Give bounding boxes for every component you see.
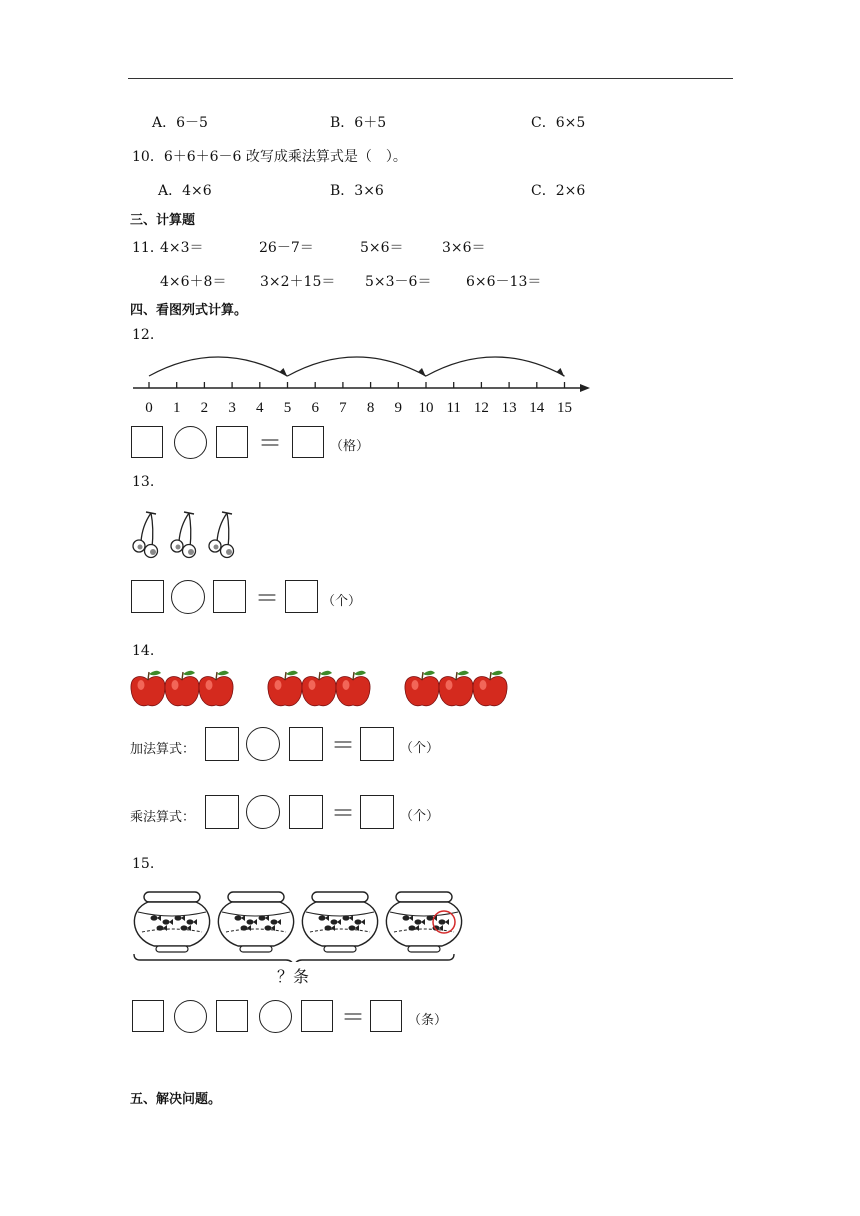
apples-illustration — [128, 666, 518, 712]
cherry-icon — [133, 512, 158, 558]
apple-icon — [473, 671, 507, 706]
q9-option-c: C．6×5 — [531, 115, 586, 131]
apple-icon — [439, 671, 473, 706]
operator-circle[interactable] — [174, 426, 207, 459]
tick-label: 4 — [256, 400, 264, 416]
apple-icon — [336, 671, 370, 706]
unit-label: （条） — [408, 1013, 448, 1028]
answer-box[interactable] — [301, 1000, 333, 1032]
section-3-title: 三、计算题 — [130, 213, 196, 228]
q9-option-b: B．6＋5 — [330, 115, 387, 131]
operator-circle[interactable] — [171, 580, 205, 614]
cherries-illustration — [130, 508, 250, 562]
apple-icon — [199, 671, 233, 706]
answer-box[interactable] — [292, 426, 324, 458]
tick-label: 13 — [501, 400, 517, 416]
equals-sign: ＝ — [258, 429, 282, 457]
tick-label: 6 — [311, 400, 319, 416]
fishbowl-icon — [386, 892, 461, 952]
equals-sign: ＝ — [341, 1003, 365, 1031]
tick-label: 7 — [339, 400, 347, 416]
answer-box[interactable] — [289, 727, 323, 761]
q12-number: 12. — [132, 327, 155, 343]
apple-icon — [131, 671, 165, 706]
jump-arrowhead — [557, 368, 565, 377]
q14-number: 14. — [132, 643, 155, 659]
fishbowl-icon — [218, 892, 293, 952]
answer-box[interactable] — [360, 727, 394, 761]
jump-arrowhead — [280, 368, 288, 377]
fishbowl-icon — [134, 892, 209, 952]
answer-box[interactable] — [213, 580, 246, 613]
answer-box[interactable] — [205, 727, 239, 761]
unit-label: （格） — [330, 439, 370, 454]
brace-label: ？条 — [277, 967, 310, 986]
q11-item: 3×2＋15＝ — [260, 274, 336, 290]
operator-circle[interactable] — [174, 1000, 207, 1033]
tick-label: 12 — [473, 400, 489, 416]
jump-arc — [426, 357, 565, 376]
q11-item: 26－7＝ — [259, 240, 314, 256]
q10-option-c: C．2×6 — [531, 183, 586, 199]
fishbowl-icon — [302, 892, 377, 952]
multiplication-label: 乘法算式： — [130, 810, 196, 825]
q13-number: 13. — [132, 474, 155, 490]
tick-label: 1 — [172, 400, 181, 416]
tick-label: 5 — [283, 400, 292, 416]
q11-item: 5×6＝ — [360, 240, 404, 256]
tick-label: 3 — [228, 400, 236, 416]
addition-label: 加法算式： — [130, 742, 196, 757]
q10-option-b: B．3×6 — [330, 183, 384, 199]
header-rule — [128, 78, 733, 79]
tick-label: 10 — [418, 400, 434, 416]
answer-box[interactable] — [370, 1000, 402, 1032]
cherry-icon — [209, 512, 234, 558]
tick-label: 11 — [446, 400, 461, 416]
equals-sign: ＝ — [331, 799, 355, 827]
unit-label: （个） — [322, 594, 362, 609]
tick-label: 14 — [529, 400, 545, 416]
answer-box[interactable] — [289, 795, 323, 829]
answer-box[interactable] — [132, 1000, 164, 1032]
answer-box[interactable] — [285, 580, 318, 613]
unit-label: （个） — [400, 741, 440, 756]
tick-label: 2 — [200, 400, 209, 416]
answer-box[interactable] — [216, 1000, 248, 1032]
answer-box[interactable] — [131, 580, 164, 613]
number-line — [128, 350, 598, 418]
q11-item: 3×6＝ — [442, 240, 486, 256]
q11-item: 6×6－13＝ — [466, 274, 542, 290]
unit-label: （个） — [400, 809, 440, 824]
answer-box[interactable] — [360, 795, 394, 829]
operator-circle[interactable] — [246, 795, 280, 829]
fishbowls-illustration — [128, 888, 468, 962]
operator-circle[interactable] — [246, 727, 280, 761]
tick-label: 9 — [394, 400, 403, 416]
apple-icon — [302, 671, 336, 706]
equals-sign: ＝ — [255, 584, 279, 612]
equals-sign: ＝ — [331, 731, 355, 759]
operator-circle[interactable] — [259, 1000, 292, 1033]
tick-label: 15 — [557, 400, 572, 416]
apple-icon — [268, 671, 302, 706]
q10-stem: 10．6＋6＋6－6 改写成乘法算式是（ ）。 — [132, 149, 407, 165]
cherry-icon — [171, 512, 196, 558]
apple-icon — [405, 671, 439, 706]
q11-item: 5×3－6＝ — [365, 274, 432, 290]
q11-item: 4×6＋8＝ — [160, 274, 227, 290]
q9-option-a: A．6－5 — [152, 115, 208, 131]
section-5-title: 五、解决问题。 — [130, 1092, 222, 1107]
q11-item: 4×3＝ — [160, 240, 204, 256]
tick-label: 8 — [366, 400, 375, 416]
apple-icon — [165, 671, 199, 706]
tick-label: 0 — [145, 400, 153, 416]
section-4-title: 四、看图列式计算。 — [130, 303, 248, 318]
q11-number: 11． — [132, 240, 164, 256]
jump-arrowhead — [418, 368, 426, 377]
q15-number: 15. — [132, 856, 155, 872]
answer-box[interactable] — [131, 426, 163, 458]
q10-option-a: A．4×6 — [158, 183, 212, 199]
answer-box[interactable] — [205, 795, 239, 829]
jump-arc — [288, 357, 427, 376]
jump-arc — [149, 357, 288, 376]
answer-box[interactable] — [216, 426, 248, 458]
